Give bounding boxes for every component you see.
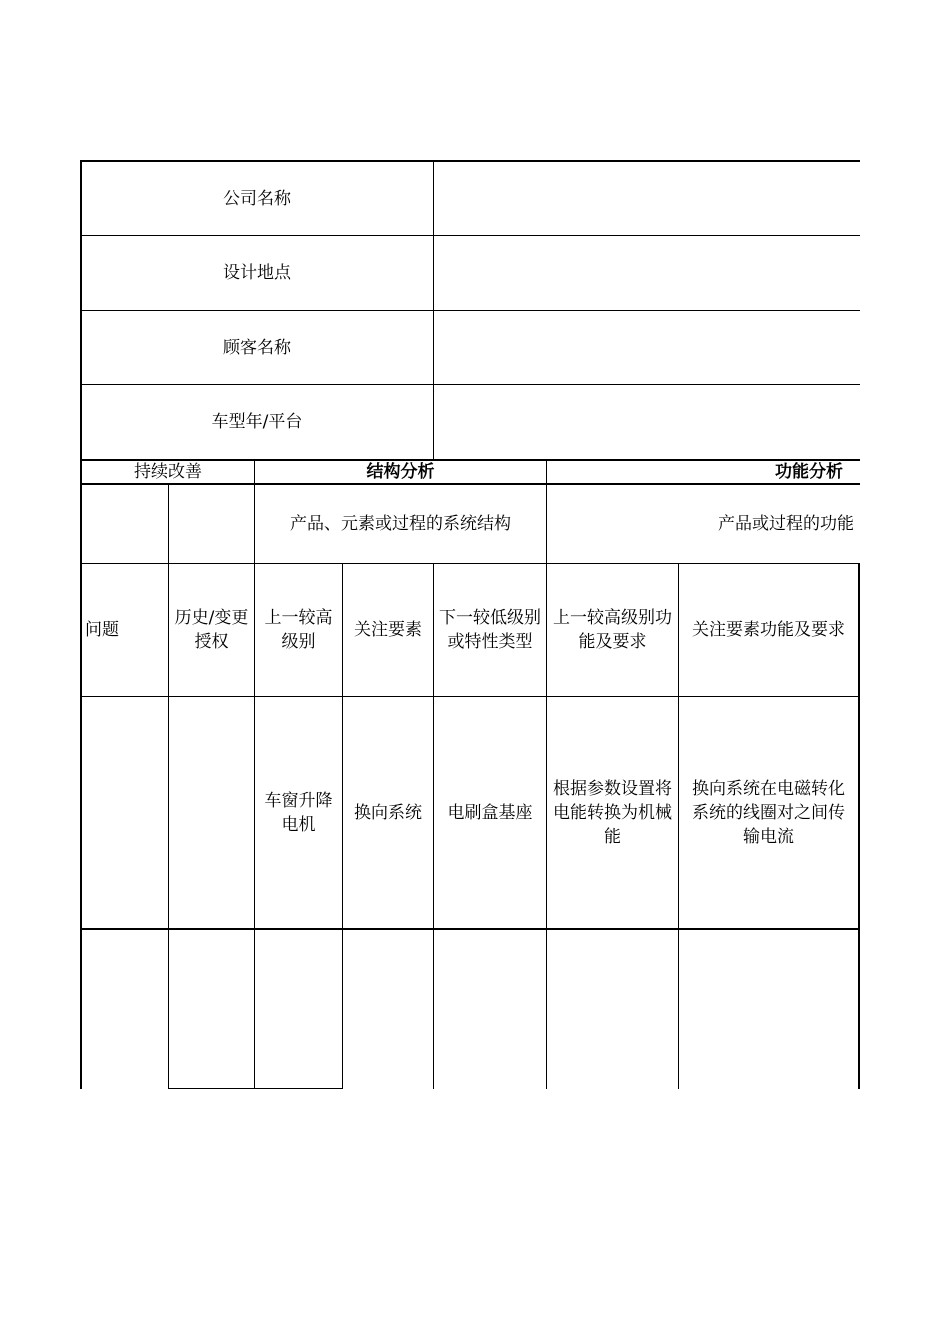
model-year-platform-value[interactable] <box>435 385 859 459</box>
col-higher-level: 上一较高 级别 <box>264 608 333 652</box>
border <box>169 1088 343 1089</box>
function-subtitle-text: 产品或过程的功能 <box>718 514 854 534</box>
function-subtitle <box>547 485 859 563</box>
col-focus-function: 关注要素功能及要求 <box>692 620 845 640</box>
row1-issue[interactable] <box>81 697 168 928</box>
row1-lower-level[interactable]: 电刷盒基座 <box>447 802 533 823</box>
row1-focus-function[interactable]: 换向系统在电磁转化 系统的线圈对之间传 输电流 <box>692 778 845 847</box>
section-function-analysis: 功能分析 <box>775 462 843 482</box>
row1-higher-function[interactable]: 根据参数设置将 电能转换为机械 能 <box>553 778 672 847</box>
col-lower-level: 下一较低级别 或特性类型 <box>439 608 541 652</box>
row1-focus-element[interactable]: 换向系统 <box>354 802 422 823</box>
company-name-label: 公司名称 <box>223 188 291 209</box>
design-location-label: 设计地点 <box>223 263 291 283</box>
section-continuous-improvement: 持续改善 <box>134 462 202 482</box>
row1-history[interactable] <box>169 697 254 928</box>
border <box>80 928 860 930</box>
company-name-value[interactable] <box>435 162 859 235</box>
col-history-change-authorization: 历史/变更 授权 <box>174 608 249 652</box>
structure-subtitle: 产品、元素或过程的系统结构 <box>290 514 511 534</box>
model-year-platform-label: 车型年/平台 <box>211 412 303 432</box>
col-higher-function: 上一较高级别功 能及要求 <box>553 608 672 652</box>
customer-name-label: 顾客名称 <box>223 337 291 358</box>
border <box>858 563 860 1089</box>
customer-name-value[interactable] <box>435 311 859 384</box>
col-focus-element: 关注要素 <box>354 620 422 640</box>
row1-higher-level[interactable]: 车窗升降 电机 <box>264 790 333 835</box>
design-location-value[interactable] <box>435 236 859 310</box>
border <box>433 160 434 460</box>
col-issue: 问题 <box>85 620 119 640</box>
border <box>80 160 82 1089</box>
section-structure-analysis: 结构分析 <box>366 462 435 482</box>
